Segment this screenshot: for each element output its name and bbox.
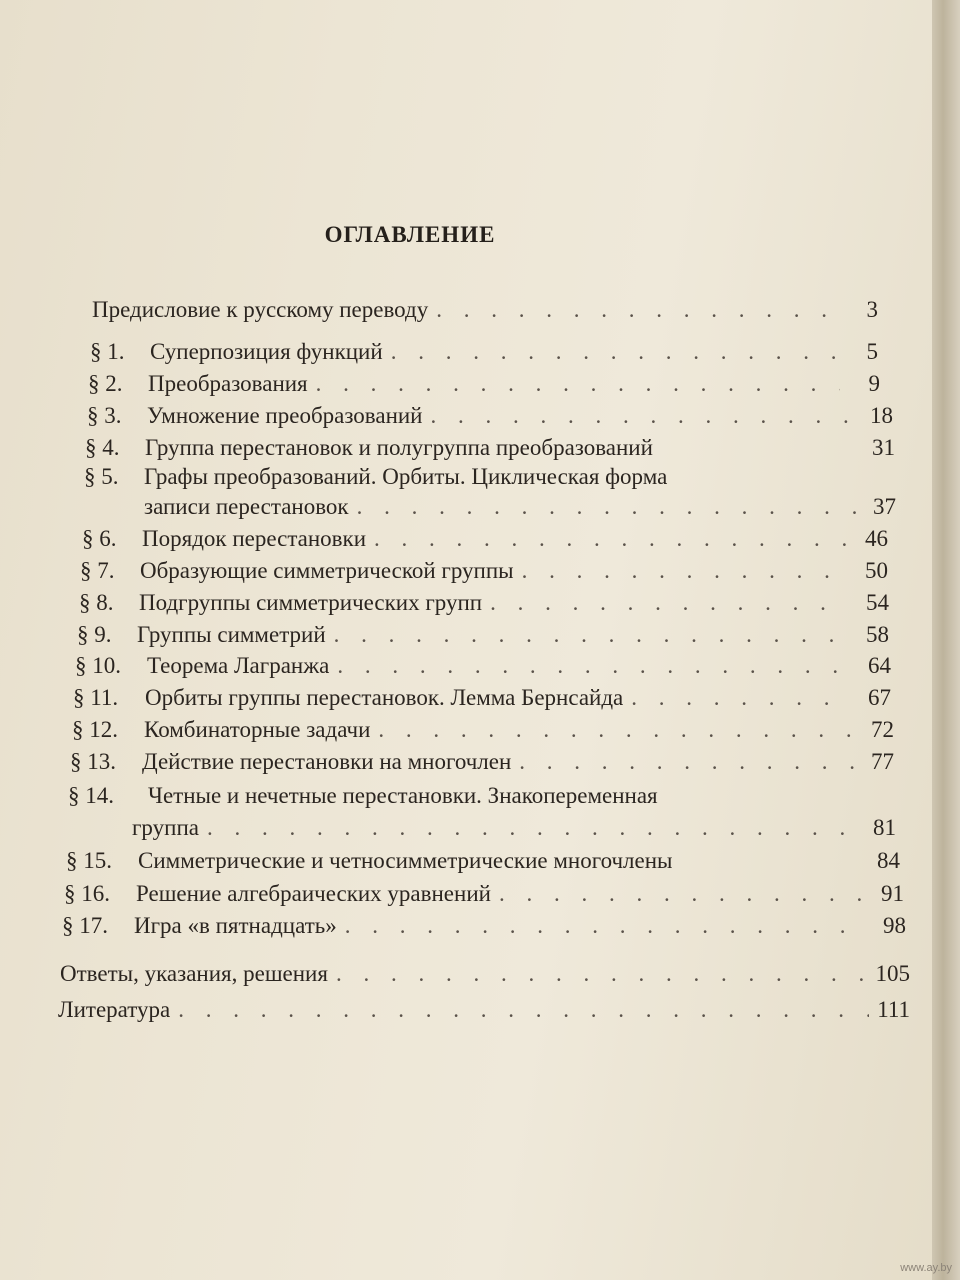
toc-entry-3 [87, 402, 893, 430]
toc-entry-text: Суперпозиция функций [150, 339, 383, 364]
toc-entry-text: Графы преобразований. Орбиты. Циклическая форма [144, 464, 668, 489]
toc-entry-7 [80, 557, 888, 585]
toc-entry-10 [75, 652, 891, 680]
leader-dots [207, 814, 856, 842]
toc-section-number: § 15. [66, 848, 112, 873]
toc-page-number: 105 [875, 961, 910, 986]
leader-dots [357, 493, 856, 521]
toc-page-number: 58 [866, 622, 889, 647]
toc-page-number: 3 [866, 297, 878, 322]
toc-entry-text: Предисловие к русскому переводу [92, 297, 429, 322]
toc-entry-text: Группы симметрий [137, 622, 326, 647]
toc-entry-text: Ответы, указания, решения [60, 961, 328, 986]
toc-section-number: § 10. [75, 653, 121, 678]
leader-dots [436, 296, 838, 324]
toc-section-number: § 2. [88, 371, 123, 396]
leader-dots [522, 557, 848, 585]
leader-dots [499, 880, 864, 908]
toc-page-number: 98 [883, 913, 906, 938]
page-edge [932, 0, 960, 1280]
toc-entry-text: Порядок перестановки [142, 526, 367, 551]
toc-page-number: 31 [872, 435, 895, 460]
toc-entry-8 [79, 589, 889, 617]
toc-page-number: 5 [866, 339, 878, 364]
toc-entry-text: Игра «в пятнадцать» [134, 913, 337, 938]
leader-dots [337, 652, 851, 680]
leader-dots [519, 748, 854, 776]
toc-page-number: 77 [871, 749, 894, 774]
toc-section-number: § 1. [90, 339, 125, 364]
toc-entry-12 [72, 716, 894, 744]
toc-section-number: § 5. [84, 464, 119, 489]
toc-page-number: 50 [865, 558, 888, 583]
leader-dots [631, 684, 851, 712]
toc-entry-text: Комбинаторные задачи [144, 717, 371, 742]
toc-page-number: 64 [868, 653, 891, 678]
toc-entry-text: Симметрические и четносимметрические многочлены [138, 848, 673, 873]
toc-entry-2 [88, 370, 880, 398]
toc-entry-16 [64, 880, 904, 908]
toc-entry-5-continued [144, 493, 896, 521]
toc-section-number: § 17. [62, 913, 108, 938]
toc-page-number: 46 [865, 526, 888, 551]
toc-section-number: § 13. [70, 749, 116, 774]
leader-dots [431, 402, 854, 430]
toc-page-number: 84 [877, 848, 900, 873]
toc-section-number: § 16. [64, 881, 110, 906]
leader-dots [490, 589, 849, 617]
toc-section-number: § 3. [87, 403, 122, 428]
toc-entry-preface [92, 296, 878, 324]
leader-dots [334, 621, 849, 649]
leader-dots [316, 370, 840, 398]
leader-dots [178, 996, 869, 1024]
toc-entry-answers [60, 960, 910, 988]
watermark: www.ay.by [900, 1262, 952, 1274]
toc-page-number: 72 [871, 717, 894, 742]
toc-entry-text-continued: группа [132, 815, 199, 840]
toc-entry-text: Четные и нечетные перестановки. Знакопеременная [148, 783, 658, 808]
toc-entry-14 [68, 782, 826, 810]
toc-section-number: § 9. [77, 622, 112, 647]
toc-entry-text: Решение алгебраических уравнений [136, 881, 491, 906]
toc-entry-1 [90, 338, 878, 366]
toc-entry-14-continued [132, 814, 896, 842]
leader-dots [345, 912, 866, 940]
toc-page-number: 91 [881, 881, 904, 906]
leader-dots [336, 960, 868, 988]
toc-entry-text: Действие перестановки на многочлен [142, 749, 512, 774]
toc-entry-11 [73, 684, 891, 712]
toc-entry-text: Образующие симметрической группы [140, 558, 514, 583]
leader-dots [374, 525, 848, 553]
leader-dots [391, 338, 838, 366]
toc-entry-4 [85, 434, 895, 462]
page-title: ОГЛАВЛЕНИЕ [324, 222, 496, 247]
toc-section-number: § 6. [82, 526, 117, 551]
toc-entry-text: Орбиты группы перестановок. Лемма Бернсайда [145, 685, 624, 710]
toc-section-number: § 4. [85, 435, 120, 460]
toc-entry-text: Умножение преобразований [147, 403, 423, 428]
toc-section-number: § 7. [80, 558, 115, 583]
toc-entry-6 [82, 525, 888, 553]
toc-page-number: 9 [868, 371, 880, 396]
toc-page-number: 81 [873, 815, 896, 840]
toc-entry-15 [66, 847, 900, 875]
toc-entry-text: Теорема Лагранжа [147, 653, 330, 678]
toc-page-number: 18 [870, 403, 893, 428]
toc-entry-text: Группа перестановок и полугруппа преобразований [145, 435, 653, 460]
toc-section-number: § 14. [68, 783, 114, 808]
toc-section-number: § 11. [73, 685, 119, 710]
toc-section-number: § 8. [79, 590, 114, 615]
toc-entry-text: Подгруппы симметрических групп [139, 590, 483, 615]
toc-entry-literature [58, 996, 910, 1024]
toc-page-number: 111 [877, 997, 910, 1022]
toc-page-number: 54 [866, 590, 889, 615]
toc-entry-text: Литература [58, 997, 171, 1022]
toc-page-number: 37 [873, 494, 896, 519]
leader-dots [378, 716, 854, 744]
toc-entry-5 [84, 463, 812, 491]
toc-entry-13 [70, 748, 894, 776]
toc-entry-17 [62, 912, 906, 940]
toc-entry-9 [77, 621, 889, 649]
toc-page-number: 67 [868, 685, 891, 710]
toc-section-number: § 12. [72, 717, 118, 742]
toc-entry-text: Преобразования [148, 371, 308, 396]
toc-entry-text-continued: записи перестановок [144, 494, 349, 519]
